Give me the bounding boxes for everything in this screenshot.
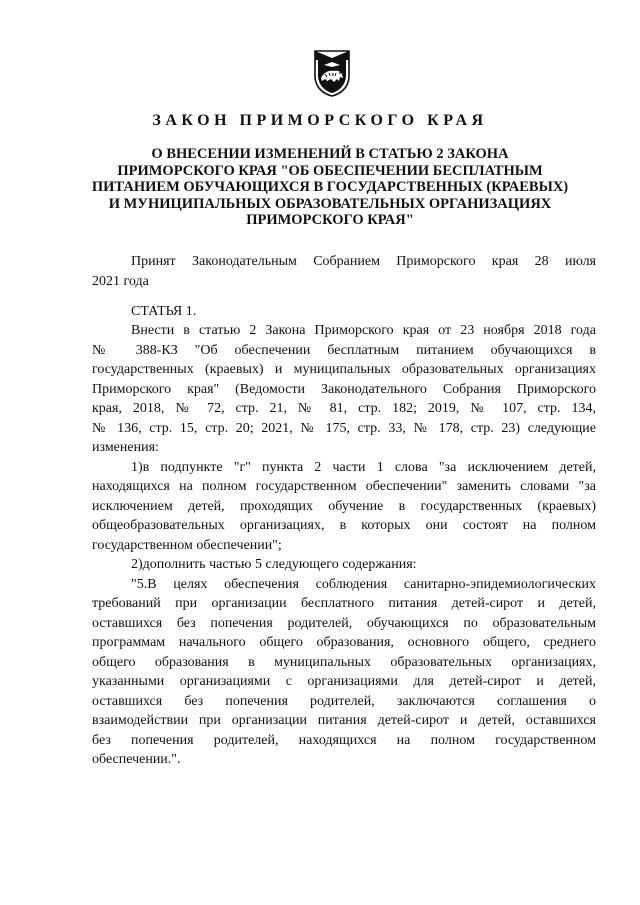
adoption-note <box>92 252 596 291</box>
subject-line: ПРИМОРСКОГО КРАЯ" <box>246 212 414 228</box>
body-line: требований при организации бесплатного питания детей-сирот и детей, <box>92 596 596 611</box>
body-line: находящихся на полном государственном обеспечении" заменить словами "за <box>92 479 596 494</box>
body-line: взаимодействии при организации питания детей-сирот и детей, оставшихся <box>92 713 596 728</box>
body-line: общеобразовательных организациях, в которых они состоят на полном <box>92 518 596 533</box>
body-line: № 136, стр. 15, стр. 20; 2021, № 175, стр. 33, № 178, стр. 23) следующие <box>92 420 596 436</box>
body-line: оставшихся без попечения родителей, обучающихся по образовательным <box>92 615 596 631</box>
body-line: Внести в статью 2 Закона Приморского края от 23 ноября 2018 года <box>131 323 596 338</box>
body-line: изменения: <box>92 440 159 455</box>
adoption-line: 2021 года <box>92 273 149 289</box>
body-line: "5.В целях обеспечения соблюдения санитарно-эпидемиологических <box>131 576 596 592</box>
subject-line: ПИТАНИЕМ ОБУЧАЮЩИХСЯ В ГОСУДАРСТВЕННЫХ (КРАЕВЫХ) <box>91 179 569 195</box>
subject-line: И МУНИЦИПАЛЬНЫХ ОБРАЗОВАТЕЛЬНЫХ ОРГАНИЗАЦИЯХ <box>108 195 552 212</box>
body-line: края, 2018, № 72, стр. 21, № 81, стр. 182; 2019, № 107, стр. 134, <box>92 401 596 416</box>
body-line: без попечения родителей, находящихся на полном государственном <box>92 732 596 748</box>
body-line: обеспечении.". <box>92 752 181 767</box>
law-subject <box>80 146 580 229</box>
article-body <box>92 321 596 770</box>
body-line: оставшихся без попечения родителей, заключаются соглашения о <box>92 693 596 709</box>
body-line: 1)в подпункте "г" пункта 2 части 1 слова "за исключением детей, <box>131 459 596 475</box>
adoption-line: Принят Законодательным Собранием Приморского края 28 июля <box>131 254 596 269</box>
body-line: указанными организациями с организациями для детей-сирот и детей, <box>92 674 596 689</box>
body-line: № 388-КЗ "Об обеспечении бесплатным питанием обучающихся в <box>92 342 596 358</box>
body-line: программам начального общего образования, основного общего, среднего <box>92 635 596 650</box>
law-title: ЗАКОН ПРИМОРСКОГО КРАЯ <box>152 112 488 129</box>
body-line: общего образования в муниципальных образовательных организациях, <box>92 654 596 670</box>
primorsky-krai-coat-of-arms-icon <box>312 48 352 98</box>
article-heading: СТАТЬЯ 1. <box>131 304 197 319</box>
subject-line: О ВНЕСЕНИИ ИЗМЕНЕНИЙ В СТАТЬЮ 2 ЗАКОНА <box>151 146 509 162</box>
body-line: исключением детей, проходящих обучение в государственных (краевых) <box>92 498 596 514</box>
subject-line: ПРИМОРСКОГО КРАЯ "ОБ ОБЕСПЕЧЕНИИ БЕСПЛАТНЫМ <box>117 162 543 179</box>
body-line: 2)дополнить частью 5 следующего содержания: <box>131 557 417 572</box>
body-line: Приморского края" (Ведомости Законодательного Собрания Приморского <box>92 381 596 397</box>
body-line: государственных (краевых) и муниципальных образовательных организациях <box>92 362 596 377</box>
body-line: государственном обеспечении"; <box>92 537 282 553</box>
